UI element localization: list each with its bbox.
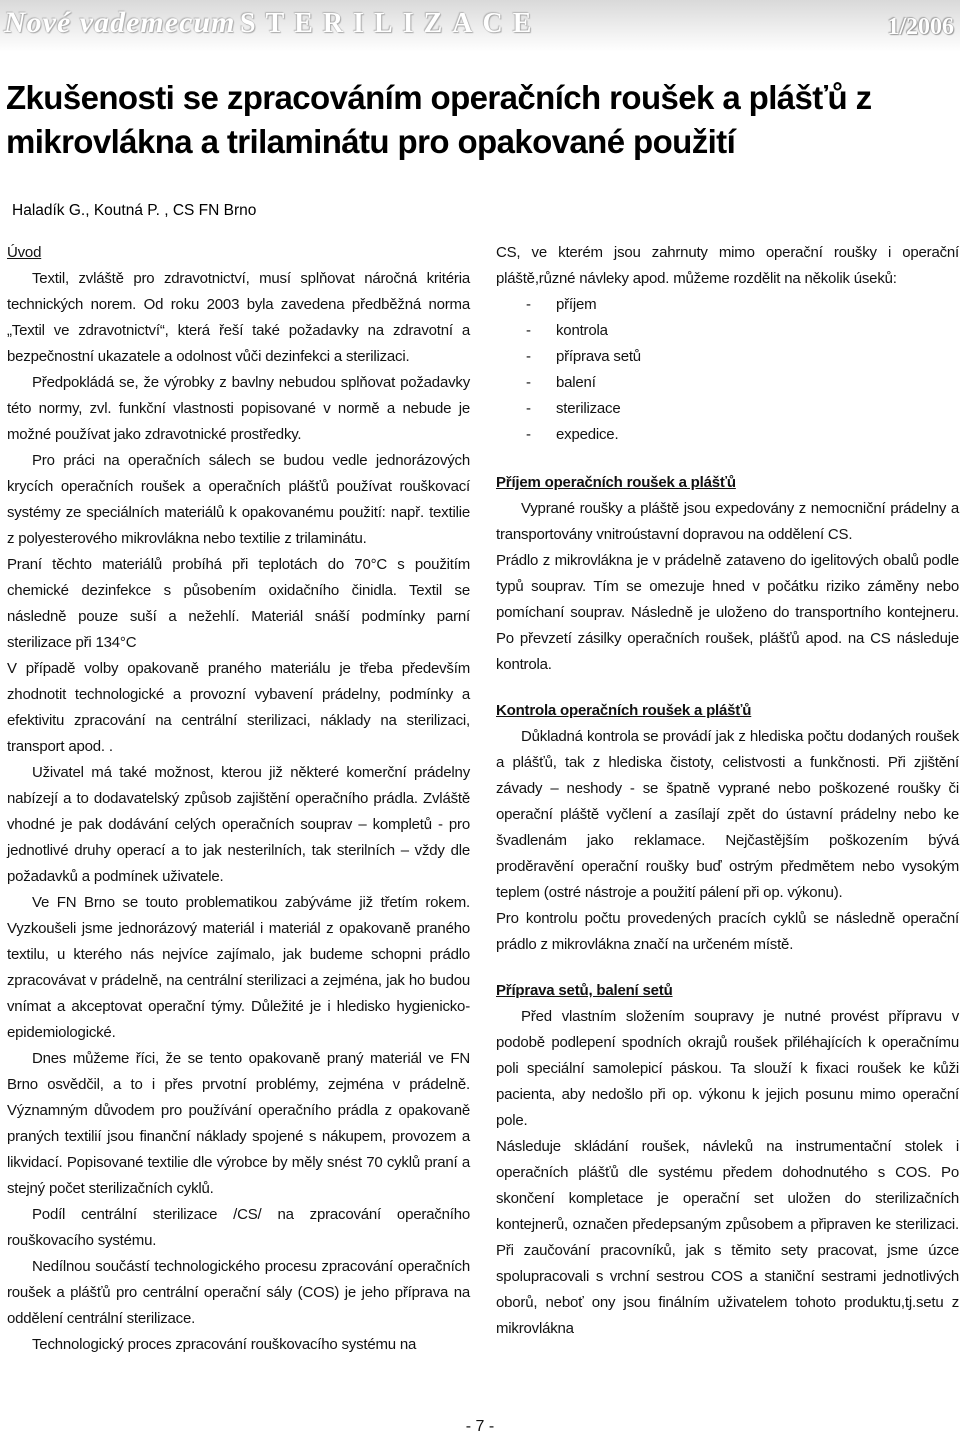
issue-number: 1/2006 [887,14,954,40]
paragraph: Praní těchto materiálů probíhá při teplotách do 70°C s použitím chemické dezinfekce s působením oxidačního činidla. Textil se následně pouze suší a nežehlí. Materiál snáší podmínky parní sterilizace při 134°C [7,556,470,651]
paragraph: V případě volby opakovaně praného materiálu je třeba především zhodnotit technologické a provozní vybavení prádelny, podmínky a efektivitu zpracování na centrální sterilizaci, náklady na sterilizaci, transport apod. . [7,660,470,755]
right-column [496,240,959,1342]
authors: Haladík G., Koutná P. , CS FN Brno [12,202,257,219]
section-heading-inspection: Kontrola operačních roušek a plášťů [496,702,752,719]
paragraph: Pro kontrolu počtu provedených pracích cyklů se následně operační prádlo z mikrovlákna značí na určeném místě. [496,910,959,953]
paragraph: Předpokládá se, že výrobky z bavlny nebudou splňovat požadavky této normy, zvl. funkční vlastnosti popisované v normě a nebude je možné používat jako zdravotnické prostředky. [7,374,470,443]
process-steps-list [496,292,959,448]
paragraph: Podíl centrální sterilizace /CS/ na zpracování operačního rouškovacího systému. [7,1206,470,1249]
section-heading-preparation: Příprava setů, balení setů [496,982,673,999]
list-item: - expedice. [526,422,959,448]
list-item: - příjem [526,292,959,318]
list-item: - balení [526,370,959,396]
paragraph: Dnes můžeme říci, že se tento opakovaně praný materiál ve FN Brno osvědčil, a to i přes prvotní problémy, zejména v prádelně. Významným důvodem pro používání operačního prádla z opakovaně praných textilií jsou finanční náklady spojené s nákupem, provozem a likvidací. Popisované textilie dle výrobce by měly snést 70 cyklů praní a stejný počet sterilizačních cyklů. [7,1050,470,1197]
section-title: STERILIZACE [240,8,542,39]
paragraph: Nedílnou součástí technologického procesu zpracování operačních roušek a plášťů pro centrální operační sály (COS) je jeho příprava na oddělení centrální sterilizace. [7,1258,470,1327]
list-item: - sterilizace [526,396,959,422]
article-title: Zkušenosti se zpracováním operačních roušek a plášťů z mikrovlákna a trilaminátu pro opakované použití [6,79,872,160]
paragraph: Prádlo z mikrovlákna je v prádelně zataveno do igelitových obalů podle typů souprav. Tím se omezuje hned v počátku riziko záměny nebo pomíchaní souprav. Následně je uloženo do transportního kontejneru. Po převzetí zásilky operačních roušek, plášťů apod. na CS následuje kontrola. [496,552,959,673]
paragraph: Následuje skládání roušek, návleků na instrumentační stolek i operačních plášťů dle systému předem dohodnutého s COS. Po skončení kompletace je operační set uložen do sterilizačních kontejnerů, označen předepsaným způsobem a připraven ke sterilizaci. Při zaučování pracovníků, jak s těmito sety pracovat, jsme úzce spolupracovali s vrchní sestrou COS a staniční sestrami jednotlivých oborů, neboť ony jsou finálním uživatelem tohoto produktu,tj.setu z mikrovlákna [496,1138,959,1337]
page-number: - 7 - [465,1418,495,1435]
journal-title: Nové vademecum [4,6,236,39]
paragraph: Pro práci na operačních sálech se budou vedle jednorázových krycích operačních roušek a operačních plášťů používat rouškovací systémy ze speciálních materiálů k opakovanému použití: např. textilie z polyesterového mikrovlákna nebo textilie z trilaminátu. [7,452,470,547]
left-column [7,240,470,1358]
paragraph: Ve FN Brno se touto problematikou zabýváme již třetím rokem. Vyzkoušeli jsme jednorázový materiál i materiál z opakovaně praného textilu, u kterého nás nejvíce zajímalo, jak budeme schopni prádlo zpracovávat v prádelně, na centrální sterilizaci a zejména, jak ho budou vnímat a akceptovat operační týmy. Důležité je i hledisko hygienicko-epidemiologické. [7,894,470,1041]
section-heading-receipt: Příjem operačních roušek a plášťů [496,474,736,491]
paragraph: Textil, zvláště pro zdravotnictví, musí splňovat náročná kritéria technických norem. Od roku 2003 byla zavedena předběžná norma „Textil ve zdravotnictví“, která řeší také požadavky na zdravotní a bezpečnostní ukazatele a odolnost vůči dezinfekci a sterilizaci. [7,270,470,365]
paragraph: Technologický proces zpracování rouškovacího systému na [32,1336,417,1353]
paragraph: Před vlastním složením soupravy je nutné provést přípravu v podobě podlepení spodních okrajů roušek přiléhajících k operačnímu poli speciální samolepicí páskou. Ta slouží k fixaci roušek ke kůži pacienta, aby nedošlo při op. výkonu k jejich posunu mimo operační pole. [496,1008,959,1129]
paragraph: Důkladná kontrola se provádí jak z hlediska počtu dodaných roušek a plášťů, tak z hlediska čistoty, celistvosti a funkčnosti. Při zjištění závady – neshody - se špatně vyprané nebo poškozené roušky či operační pláště vyčlení a zasílají zpět do ústavní prádelny nebo ke švadlenám jako reklamace. Nejčastějším poškozením bývá proděravění operační roušky buď ostrým předmětem nebo vysokým teplem (ostré nástroje a použití pálení při op. výkonu). [496,728,959,901]
paragraph: Vyprané roušky a pláště jsou expedovány z nemocniční prádelny a transportovány vnitroústavní dopravou na oddělení CS. [496,500,959,543]
list-item: - kontrola [526,318,959,344]
paragraph: Uživatel má také možnost, kterou již některé komerční prádelny nabízejí a to dodavatelský způsob zajištění operačního prádla. Zvláště vhodné je pak dodávání celých operačních souprav – kompletů - pro jednotlivé druhy operací a to jak nesterilních, tak sterilních – vždy dle požadavků a podmínek uživatele. [7,764,470,885]
list-item: - příprava setů [526,344,959,370]
page-header [0,0,960,52]
intro-heading: Úvod [7,244,42,261]
paragraph: CS, ve kterém jsou zahrnuty mimo operační roušky i operační pláště,různé návleky apod. můžeme rozdělit na několik úseků: [496,244,959,287]
